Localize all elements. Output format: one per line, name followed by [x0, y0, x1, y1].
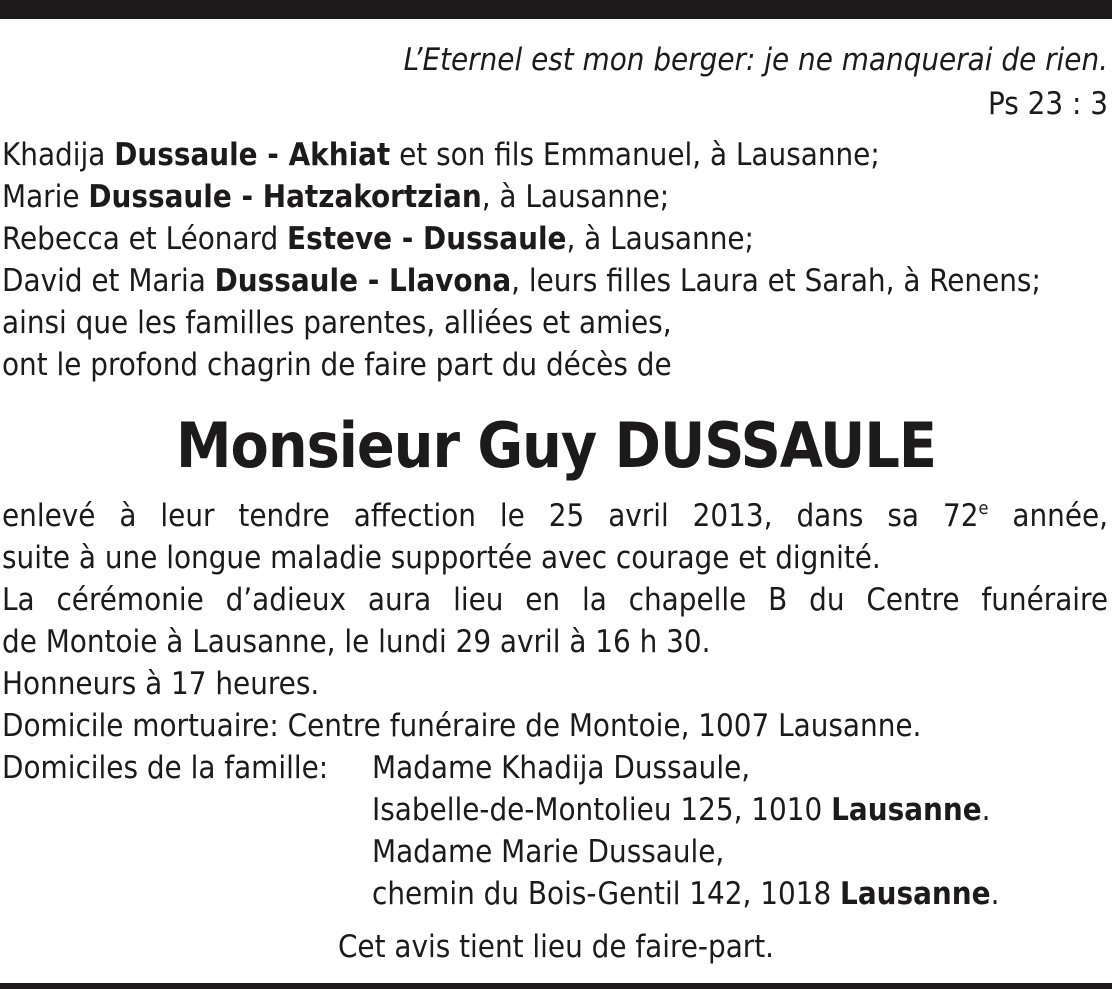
closing-note: Cet avis tient lieu de faire-part.: [337, 929, 775, 965]
family-list: [2, 134, 1041, 386]
epigraph: [404, 38, 1108, 126]
family-rest: , à Lausanne;: [566, 221, 754, 257]
address-line: Madame Marie Dussaule,: [372, 834, 725, 870]
body-line: [2, 495, 1108, 537]
family-addresses: [2, 747, 999, 915]
address-line: Madame Khadija Dussaule,: [372, 750, 751, 786]
body-line: suite à une longue maladie supportée avec courage et dignité.: [2, 540, 881, 576]
address-line: Isabelle-de-Montolieu 125, 1010 Lausanne.: [372, 792, 991, 828]
address-city: Lausanne: [831, 792, 982, 828]
addresses-label: Domiciles de la famille:: [2, 750, 329, 786]
family-rest: , leurs filles Laura et Sarah, à Renens;: [511, 263, 1041, 299]
family-surname: Dussaule - Akhiat: [114, 137, 391, 173]
ordinal-suffix: e: [978, 498, 989, 519]
family-first: Khadija: [2, 137, 115, 173]
family-surname: Esteve - Dussaule: [287, 221, 567, 257]
body-text: enlevé à leur tendre affection le 25 avril 2013, dans sa 72: [2, 498, 979, 534]
address-city: Lausanne: [840, 876, 991, 912]
announcement-body: [2, 495, 1108, 747]
family-closing-line: ont le profond chagrin de faire part du décès de: [2, 347, 672, 383]
bottom-rule: [0, 983, 1112, 989]
body-line: de Montoie à Lausanne, le lundi 29 avril à 16 h 30.: [2, 624, 711, 660]
body-line: La cérémonie d’adieux aura lieu en la chapelle B du Centre funéraire: [2, 582, 1108, 618]
address-line: chemin du Bois-Gentil 142, 1018 Lausanne.: [372, 876, 1000, 912]
family-surname: Dussaule - Llavona: [214, 263, 512, 299]
address-row: [2, 873, 999, 915]
address-row: [2, 789, 999, 831]
top-rule: [0, 0, 1112, 19]
epigraph-quote: L’Eternel est mon berger: je ne manquerai de rien.: [403, 42, 1108, 78]
deceased-name: Monsieur Guy DUSSAULE: [176, 409, 936, 482]
family-line: [2, 134, 1041, 176]
address-row: [2, 747, 999, 789]
family-first: Rebecca et Léonard: [2, 221, 288, 257]
family-rest: et son fils Emmanuel, à Lausanne;: [390, 137, 880, 173]
family-first: Marie: [2, 179, 89, 215]
body-line: Honneurs à 17 heures.: [2, 666, 320, 702]
body-text: année,: [988, 498, 1108, 534]
family-surname: Dussaule - Hatzakortzian: [88, 179, 482, 215]
family-first: David et Maria: [2, 263, 215, 299]
family-line: [2, 176, 1041, 218]
address-row: [2, 831, 999, 873]
family-rest: , à Lausanne;: [481, 179, 670, 215]
family-line: [2, 218, 1041, 260]
body-line: Domicile mortuaire: Centre funéraire de Montoie, 1007 Lausanne.: [2, 708, 922, 744]
epigraph-reference: Ps 23 : 3: [988, 86, 1108, 122]
family-line: [2, 260, 1041, 302]
family-closing-line: ainsi que les familles parentes, alliées et amies,: [2, 305, 672, 341]
